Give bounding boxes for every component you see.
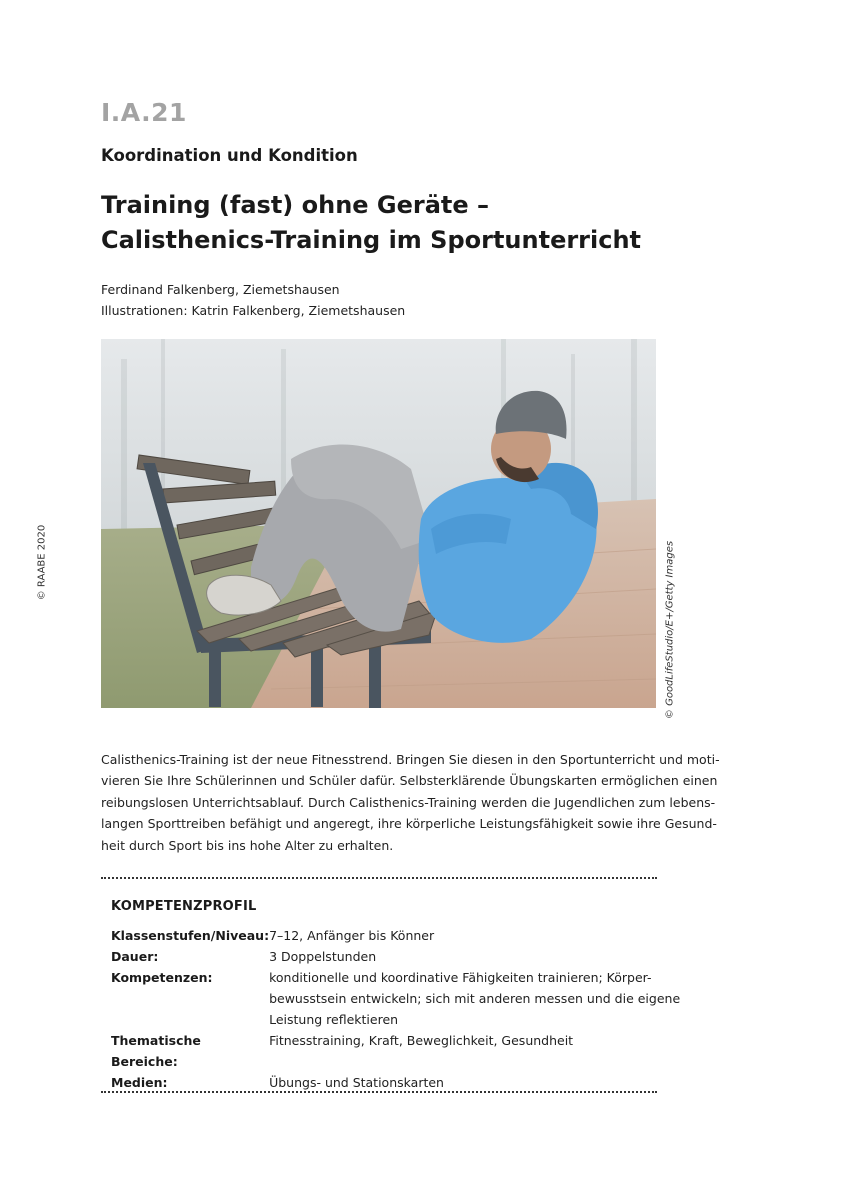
divider-top: [101, 877, 657, 879]
title-line-1: Training (fast) ohne Geräte –: [101, 191, 490, 219]
intro-line: Calisthenics-Training ist der neue Fitnesstrend. Bringen Sie diesen in den Sportunterricht und moti-: [101, 752, 720, 767]
profile-label: Thematische Bereiche:: [111, 1033, 201, 1069]
intro-paragraph: [101, 749, 720, 856]
profile-label: Medien:: [111, 1075, 168, 1090]
author-name: Ferdinand Falkenberg, Ziemetshausen: [101, 282, 340, 297]
divider-bottom: [101, 1091, 657, 1093]
profile-value-line: 7–12, Anfänger bis Könner: [269, 928, 435, 943]
competence-profile-table: [111, 925, 680, 1093]
profile-value-line: 3 Doppelstunden: [269, 949, 377, 964]
intro-line: vieren Sie Ihre Schülerinnen und Schüler dafür. Selbsterklärende Übungskarten ermöglichen einen: [101, 773, 718, 789]
author-block: [101, 279, 405, 321]
profile-row: [111, 1030, 680, 1072]
profile-label: Kompetenzen:: [111, 970, 213, 985]
intro-line: heit durch Sport bis ins hohe Alter zu erhalten.: [101, 837, 394, 853]
page-title: [101, 188, 721, 258]
profile-value: [269, 1030, 680, 1072]
hero-photo: [101, 339, 656, 708]
profile-value: [269, 1072, 680, 1093]
profile-label: Klassenstufen/Niveau:: [111, 928, 270, 943]
intro-line: langen Sporttreiben befähigt und angeregt, ihre körperliche Leistungsfähigkeit sowie ihre Gesund-: [101, 816, 717, 832]
profile-value-line: konditionelle und koordinative Fähigkeiten trainieren; Körper-: [269, 970, 652, 985]
profile-value: [269, 925, 680, 946]
profile-label: Dauer:: [111, 949, 159, 964]
profile-value-line: Fitnesstraining, Kraft, Beweglichkeit, Gesundheit: [269, 1033, 574, 1048]
unit-code: I.A.21: [101, 98, 187, 127]
profile-value: [269, 946, 680, 967]
hero-photo-illustration: [101, 339, 656, 708]
profile-value-line: bewusstsein entwickeln; sich mit anderen messen und die eigene: [269, 991, 681, 1006]
intro-line: reibungslosen Unterrichtsablauf. Durch Calisthenics-Training werden die Jugendlichen zum lebens-: [101, 794, 716, 810]
profile-row: [111, 967, 680, 1030]
illustrator-name: Illustrationen: Katrin Falkenberg, Ziemetshausen: [101, 303, 406, 318]
photo-credit: © GoodLifeStudio/E+/Getty Images: [664, 540, 676, 720]
title-line-2: Calisthenics-Training im Sportunterricht: [101, 226, 642, 254]
profile-heading: KOMPETENZPROFIL: [111, 899, 257, 914]
profile-value: [269, 967, 680, 1030]
category-heading: Koordination und Kondition: [101, 146, 358, 165]
profile-value-line: Leistung reflektieren: [269, 1012, 399, 1027]
copyright-notice: © RAABE 2020: [36, 524, 48, 601]
profile-value-line: Übungs- und Stationskarten: [269, 1075, 444, 1090]
profile-row: [111, 925, 680, 946]
profile-row: [111, 946, 680, 967]
profile-row: [111, 1072, 680, 1093]
